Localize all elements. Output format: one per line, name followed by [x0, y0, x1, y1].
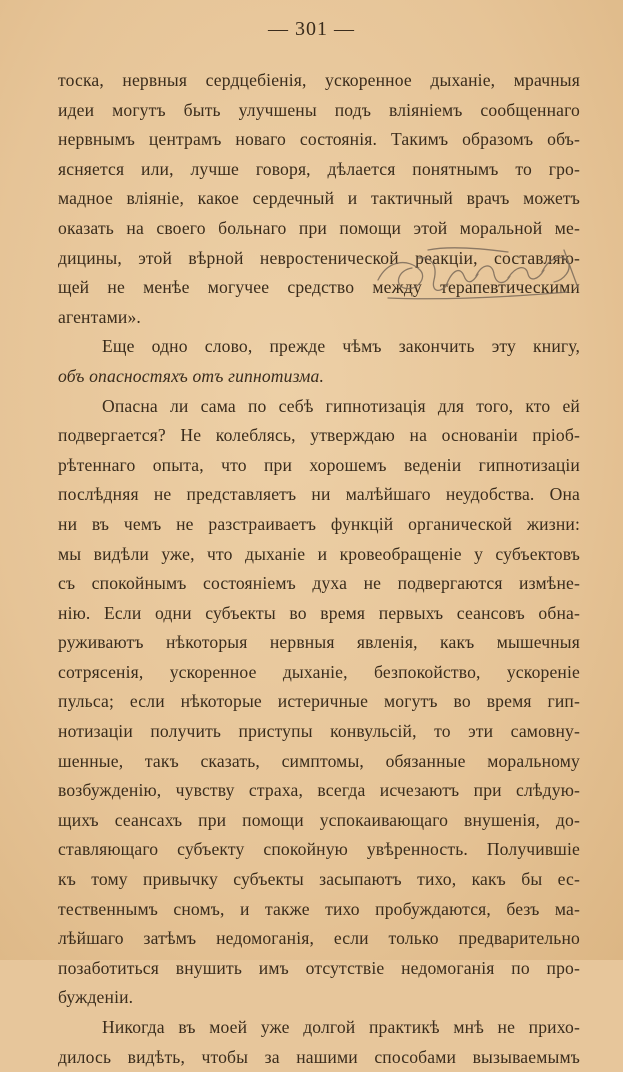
text-line: послѣдняя не представляетъ ни малѣйшаго неудобства. Она [58, 484, 580, 505]
text-line: Опасна ли сама по себѣ гипнотизація для того, кто ей [102, 395, 580, 416]
text-line: возбужденію, чувству страха, всегда исчезаютъ при слѣдую- [58, 780, 580, 801]
text-line: тественнымъ сномъ, и также тихо пробуждаются, безъ ма- [58, 898, 580, 919]
text-line: нервнымъ центрамъ новаго состоянія. Такимъ образомъ объ- [58, 129, 580, 150]
text-line: шенные, такъ сказать, симптомы, обязанные моральному [58, 750, 580, 771]
italic-text-line: объ опасностяхъ отъ гипнотизма. [58, 365, 325, 386]
text-line: щихъ сеансахъ при помощи успокаивающаго внушенія, до- [58, 809, 580, 830]
text-line: ставляющаго субъекту спокойную увѣренность. Получившіе [58, 839, 580, 860]
text-line: идеи могутъ быть улучшены подъ вліяніемъ сообщеннаго [58, 99, 580, 120]
text-line: мадное вліяніе, какое сердечный и тактичный врачъ можетъ [58, 188, 580, 209]
text-line: руживаютъ нѣкоторыя нервныя явленія, какъ мышечныя [58, 632, 580, 653]
text-line: тоска, нервныя сердцебіенія, ускоренное дыханіе, мрачныя [58, 70, 580, 90]
paragraph [58, 1013, 580, 1072]
text-line: бужденіи. [58, 987, 134, 1008]
text-line: ясняется или, лучше говоря, дѣлается понятнымъ то гро- [58, 158, 580, 179]
text-line: съ спокойнымъ состояніемъ духа не подвергаются измѣне- [58, 573, 580, 594]
text-line: ни въ чемъ не разстраиваетъ функцій органической жизни: [58, 513, 580, 534]
text-line: дилось видѣть, чтобы за нашими способами вызываемымъ [58, 1046, 580, 1067]
text-line: лѣйшаго затѣмъ недомоганія, если только предварительно [58, 928, 580, 949]
text-line: позаботиться внушить имъ отсутствіе недомоганія по про- [58, 957, 580, 978]
text-line: сотрясенія, ускоренное дыханіе, безпокойство, ускореніе [58, 661, 580, 682]
text-line: щей не менѣе могучее средство между терапевтическими [58, 277, 580, 298]
text-line: дицины, этой вѣрной невростенической реакціи, составляю- [58, 247, 580, 268]
text-line: подвергается? Не колеблясь, утверждаю на основаніи пріоб- [58, 425, 580, 446]
body-text [58, 66, 580, 1072]
text-line: Никогда въ моей уже долгой практикѣ мнѣ не прихо- [102, 1017, 580, 1037]
text-line: пульса; если нѣкоторые истеричные могутъ во время гип- [58, 691, 580, 712]
text-line: агентами». [58, 306, 141, 327]
text-line: рѣтеннаго опыта, что при хорошемъ веденіи гипнотизаціи [58, 454, 580, 475]
text-line: нію. Если одни субъекты во время первыхъ сеансовъ обна- [58, 602, 580, 623]
paragraph [58, 332, 580, 391]
paragraph [58, 392, 580, 1013]
text-line: къ тому привычку субъекты засыпаютъ тихо, какъ бы ес- [58, 869, 580, 890]
text-line: оказать на своего больнаго при помощи этой моральной ме- [58, 217, 580, 238]
text-line: нотизаціи получить приступы конвульсій, то эти самовну- [58, 721, 580, 742]
paragraph [58, 66, 580, 332]
text-line: Еще одно слово, прежде чѣмъ закончить эту книгу, [102, 336, 580, 357]
text-line: мы видѣли уже, что дыханіе и кровеобращеніе у субъектовъ [58, 543, 580, 564]
page-number: — 301 — [268, 18, 355, 40]
